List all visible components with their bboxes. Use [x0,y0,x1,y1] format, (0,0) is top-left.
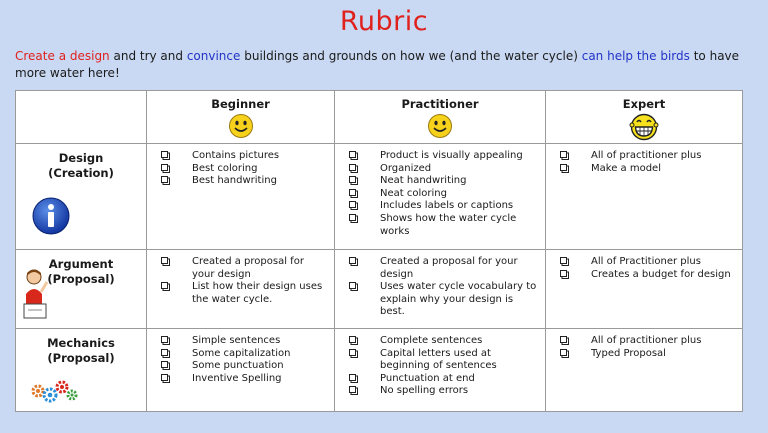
checkbox-bullet-icon [161,164,170,173]
row-label: Design (Creation) [48,151,114,180]
list-item [161,256,328,281]
row-label: Mechanics (Proposal) [47,336,115,365]
criteria-text: Make a model [591,162,661,174]
intro-text-part: and try and [109,49,187,63]
cell-argument-practitioner [335,250,546,329]
checkbox-bullet-icon [161,336,170,345]
criteria-list [546,335,742,360]
criteria-list [147,150,334,188]
cell-argument-beginner [147,250,335,329]
criteria-text: All of practitioner plus [591,335,702,346]
criteria-list [335,256,545,319]
list-item [161,348,328,361]
criteria-list [147,256,334,306]
list-item [161,373,328,386]
smiley-face-icon [228,113,254,139]
checkbox-bullet-icon [349,214,358,223]
checkbox-bullet-icon [349,374,358,383]
criteria-list [546,256,742,281]
page-title: Rubric [339,6,429,37]
row-header-design [16,144,147,250]
cell-design-expert [546,144,743,250]
checkbox-bullet-icon [349,164,358,173]
criteria-text: Best coloring [192,162,258,174]
row-label: Argument (Proposal) [47,257,115,286]
header-row [16,91,743,144]
criteria-text: Some capitalization [192,347,291,359]
cell-mechanics-beginner [147,329,335,412]
list-item [349,200,539,213]
cell-argument-expert [546,250,743,329]
corner-cell [16,91,147,144]
person-presenting-icon [22,268,50,322]
column-label: Practitioner [401,97,479,111]
list-item [161,150,328,163]
intro-text-part: buildings and grounds on how we (and the water cycle) [240,49,582,63]
criteria-text: Typed Proposal [591,347,666,359]
list-item [161,360,328,373]
checkbox-bullet-icon [161,176,170,185]
checkbox-bullet-icon [560,270,569,279]
checkbox-bullet-icon [161,257,170,266]
intro-highlight-convince: convince [186,49,241,63]
list-item [560,163,736,176]
cell-design-beginner [147,144,335,250]
cell-mechanics-practitioner [335,329,546,412]
checkbox-bullet-icon [349,386,358,395]
criteria-list [335,335,545,398]
criteria-text: Capital letters used at beginning of sentences [380,347,497,372]
smiley-face-icon [427,113,453,139]
checkbox-bullet-icon [560,164,569,173]
criteria-text: List how their design uses the water cycle. [192,281,323,305]
checkbox-bullet-icon [349,176,358,185]
intro-text-part: to have more water here! [15,49,740,80]
list-item [349,150,539,163]
checkbox-bullet-icon [560,349,569,358]
list-item [349,335,539,348]
checkbox-bullet-icon [349,282,358,291]
column-label: Expert [622,97,666,111]
criteria-text: Created a proposal for your design [380,256,518,280]
list-item [349,385,539,398]
criteria-text: All of Practitioner plus [591,256,701,267]
list-item [349,175,539,188]
checkbox-bullet-icon [349,257,358,266]
table-row [16,250,743,329]
info-icon [31,196,71,236]
checkbox-bullet-icon [161,151,170,160]
criteria-text: Punctuation at end [380,372,475,384]
list-item [560,269,736,282]
column-label: Beginner [211,97,270,111]
criteria-list [147,335,334,385]
checkbox-bullet-icon [349,201,358,210]
row-header-mechanics [16,329,147,412]
list-item [161,163,328,176]
list-item [349,213,539,238]
criteria-text: Simple sentences [192,335,281,346]
list-item [349,348,539,373]
checkbox-bullet-icon [560,257,569,266]
intro-text [15,48,755,82]
criteria-text: Contains pictures [192,150,280,161]
checkbox-bullet-icon [161,349,170,358]
intro-highlight-birds: can help the birds [581,49,690,63]
cell-design-practitioner [335,144,546,250]
gears-icon [28,377,78,405]
checkbox-bullet-icon [161,374,170,383]
criteria-text: Product is visually appealing [380,150,523,161]
list-item [349,188,539,201]
criteria-text: Best handwriting [192,175,277,187]
checkbox-bullet-icon [560,336,569,345]
criteria-text: Uses water cycle vocabulary to explain why your design is best. [380,281,537,318]
checkbox-bullet-icon [349,349,358,358]
column-header-expert [546,91,743,144]
criteria-list [335,150,545,238]
criteria-text: Neat coloring [380,187,447,199]
list-item [161,281,328,306]
list-item [560,348,736,361]
criteria-text: Some punctuation [192,360,284,372]
cell-mechanics-expert [546,329,743,412]
list-item [349,256,539,281]
checkbox-bullet-icon [161,361,170,370]
criteria-text: Shows how the water cycle works [380,212,517,237]
criteria-text: Organized [380,162,432,174]
list-item [560,256,736,269]
intro-highlight-design: Create a design [15,49,110,63]
list-item [560,150,736,163]
criteria-text: Includes labels or captions [380,200,514,212]
criteria-text: No spelling errors [380,385,469,397]
list-item [560,335,736,348]
list-item [161,175,328,188]
criteria-text: Complete sentences [380,335,483,346]
rubric-table [15,90,743,412]
checkbox-bullet-icon [349,151,358,160]
checkbox-bullet-icon [349,189,358,198]
column-header-practitioner [335,91,546,144]
grinning-face-icon [629,113,659,141]
table-row [16,329,743,412]
checkbox-bullet-icon [560,151,569,160]
criteria-text: Neat handwriting [380,175,467,187]
list-item [161,335,328,348]
checkbox-bullet-icon [161,282,170,291]
table-row [16,144,743,250]
row-header-argument [16,250,147,329]
criteria-text: Created a proposal for your design [192,256,304,280]
list-item [349,373,539,386]
criteria-text: Creates a budget for design [591,268,731,280]
column-header-beginner [147,91,335,144]
criteria-text: Inventive Spelling [192,372,282,384]
checkbox-bullet-icon [349,336,358,345]
list-item [349,281,539,319]
list-item [349,163,539,176]
criteria-list [546,150,742,175]
criteria-text: All of practitioner plus [591,150,702,161]
